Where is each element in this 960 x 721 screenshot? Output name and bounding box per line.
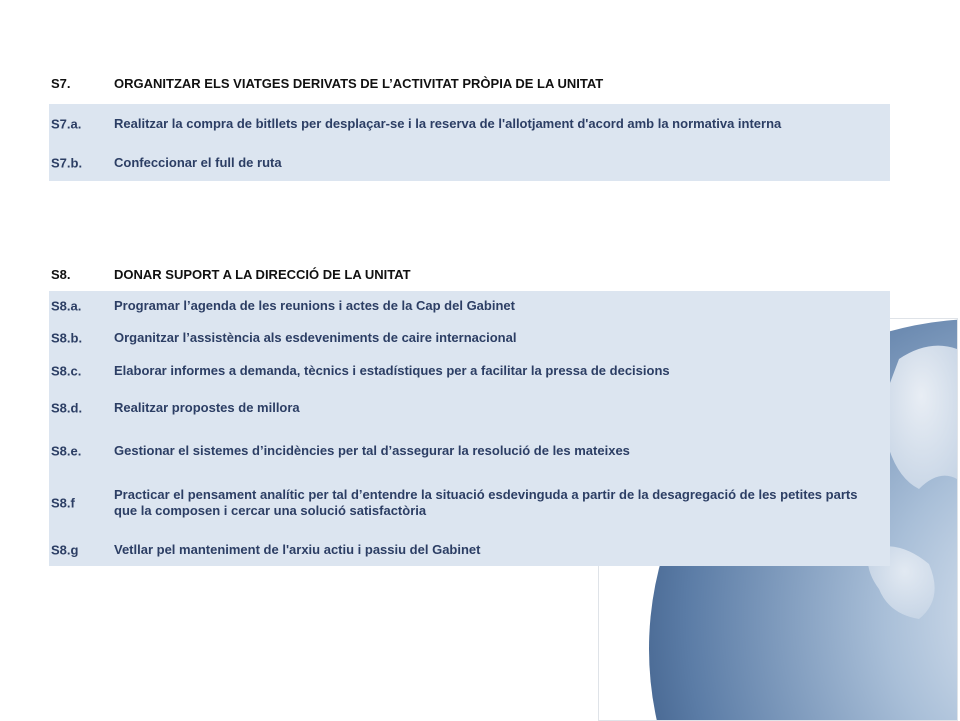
section-header (49, 265, 890, 285)
item-code: S8.d. (51, 400, 83, 416)
item-code: S8.a. (51, 298, 82, 314)
item-text: Practicar el pensament analític per tal d’entendre la situació esdevinguda a partir de la desagregació de les petites parts que la composen i cercar una solució satisfactòria (114, 487, 858, 518)
section-header (49, 74, 890, 94)
section-code: S7. (51, 76, 71, 91)
item-text: Realitzar la compra de bitllets per desplaçar-se i la reserva de l'allotjament d'acord amb la normativa interna (114, 116, 782, 131)
item-code: S7.a. (51, 116, 82, 132)
item-text: Programar l’agenda de les reunions i actes de la Cap del Gabinet (114, 298, 515, 313)
section-title: DONAR SUPORT A LA DIRECCIÓ DE LA UNITAT (114, 267, 411, 282)
item-code: S8.b. (51, 330, 83, 346)
item-text: Elaborar informes a demanda, tècnics i estadístiques per a facilitar la pressa de decisions (114, 363, 670, 378)
items-table (49, 104, 890, 181)
items-table (49, 291, 890, 566)
table-row (49, 473, 890, 533)
item-code: S8.g (51, 542, 79, 557)
table-row (49, 533, 890, 566)
table-row (49, 144, 890, 181)
item-text: Gestionar el sistemes d’incidències per tal d’assegurar la resolució de les mateixes (114, 443, 630, 458)
table-row (49, 429, 890, 473)
section-code: S8. (51, 267, 71, 282)
table-row (49, 104, 890, 144)
item-code: S7.b. (51, 155, 83, 170)
item-text: Vetllar pel manteniment de l'arxiu actiu i passiu del Gabinet (114, 541, 481, 557)
table-row (49, 291, 890, 321)
section-s7 (49, 74, 890, 181)
section-title: ORGANITZAR ELS VIATGES DERIVATS DE L’ACTIVITAT PRÒPIA DE LA UNITAT (114, 76, 604, 91)
item-code: S8.c. (51, 363, 82, 379)
item-text: Realitzar propostes de millora (114, 400, 300, 415)
section-s8 (49, 265, 890, 566)
item-code: S8.e. (51, 443, 82, 459)
item-code: S8.f (51, 495, 75, 511)
item-text: Confeccionar el full de ruta (114, 154, 282, 170)
table-row (49, 355, 890, 387)
item-text: Organitzar l’assistència als esdeveniments de caire internacional (114, 330, 517, 345)
table-row (49, 387, 890, 429)
table-row (49, 321, 890, 355)
